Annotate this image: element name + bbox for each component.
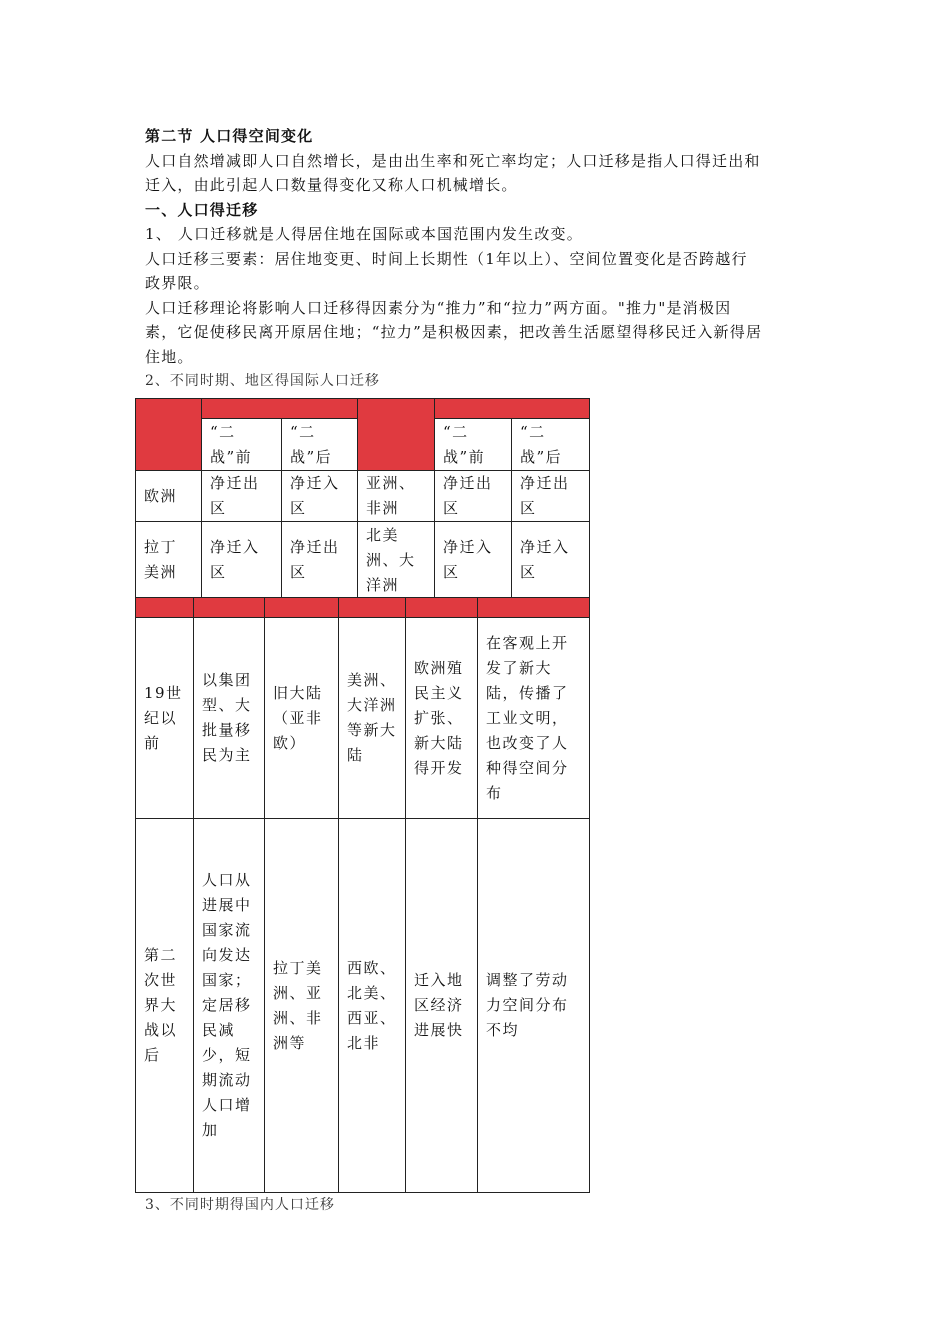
post-war-header: “二战”后: [512, 419, 590, 471]
cause-cell: 迁入地区经济进展快: [406, 819, 478, 1193]
header-cell: [435, 399, 590, 419]
table-row: [136, 819, 590, 1193]
paragraph-line: 素，它促使移民离开原居住地；“拉力”是积极因素，把改善生活愿望得移民迁入新得居: [145, 323, 763, 341]
value-cell: 净迁入区: [282, 471, 358, 522]
value-cell: 净迁出区: [512, 471, 590, 522]
value-cell: 净迁入区: [512, 522, 590, 599]
destination-cell: 美洲、大洋洲等新大陆: [339, 618, 406, 819]
impact-cell: 在客观上开发了新大陆，传播了工业文明，也改变了人种得空间分布: [478, 618, 590, 819]
header-cell: [136, 399, 202, 471]
paragraph-line: 迁入，由此引起人口数量得变化又称人口机械增长。: [145, 176, 518, 194]
header-cell: [358, 399, 435, 471]
document-body: [145, 124, 810, 394]
period-cell: 第二次世界大战以后: [136, 819, 194, 1193]
paragraph-line: 住地。: [145, 347, 194, 366]
origin-cell: 拉丁美洲、亚洲、非洲等: [265, 819, 339, 1193]
value-cell: 净迁出区: [282, 522, 358, 599]
period-cell: 19世纪以前: [136, 618, 194, 819]
paragraph-line: 政界限。: [145, 274, 210, 292]
destination-cell: 西欧、北美、西亚、北非: [339, 819, 406, 1193]
region-cell: 北美洲、大洋洲: [358, 522, 435, 599]
paragraph-line: 人口迁移三要素：居住地变更、时间上长期性（1年以上）、空间位置变化是否跨越行: [145, 249, 748, 268]
table-caption: 2、不同时期、地区得国际人口迁移: [145, 373, 380, 389]
paragraph-line: 人口自然增减即人口自然增长，是由出生率和死亡率均定；人口迁移是指人口得迁出和: [145, 151, 761, 170]
header-cell: [136, 598, 194, 618]
migration-period-table: [135, 597, 590, 1193]
value-cell: 净迁入区: [202, 522, 282, 599]
table-row: [136, 522, 590, 599]
value-cell: 净迁入区: [435, 522, 512, 599]
pre-war-header: “二战”前: [202, 419, 282, 471]
feature-cell: 人口从进展中国家流向发达国家；定居移民减少，短期流动人口增加: [194, 819, 265, 1193]
header-cell: [202, 399, 358, 419]
table-row: [136, 618, 590, 819]
feature-cell: 以集团型、大批量移民为主: [194, 618, 265, 819]
value-cell: 净迁出区: [202, 471, 282, 522]
post-war-header: “二战”后: [282, 419, 358, 471]
region-cell: 拉丁美洲: [136, 522, 202, 599]
header-cell: [406, 598, 478, 618]
origin-cell: 旧大陆（亚非欧）: [265, 618, 339, 819]
table-row: [136, 471, 590, 522]
paragraph-line: 人口迁移理论将影响人口迁移得因素分为“推力”和“拉力”两方面。"推力"是消极因: [145, 298, 732, 317]
header-cell: [478, 598, 590, 618]
value-cell: 净迁出区: [435, 471, 512, 522]
section-heading: 第二节 人口得空间变化: [145, 127, 314, 145]
list-item: 1、 人口迁移就是人得居住地在国际或本国范围内发生改变。: [145, 225, 583, 243]
table-header-row: [136, 598, 590, 618]
subheading: 一、人口得迁移: [145, 200, 259, 219]
pre-war-header: “二战”前: [435, 419, 512, 471]
region-cell: 欧洲: [136, 471, 202, 522]
header-cell: [265, 598, 339, 618]
section-caption: 3、不同时期得国内人口迁移: [145, 1197, 335, 1213]
cause-cell: 欧洲殖民主义扩张、新大陆得开发: [406, 618, 478, 819]
header-cell: [339, 598, 406, 618]
impact-cell: 调整了劳动力空间分布不均: [478, 819, 590, 1193]
header-cell: [194, 598, 265, 618]
international-migration-table: [135, 398, 590, 599]
region-cell: 亚洲、非洲: [358, 471, 435, 522]
